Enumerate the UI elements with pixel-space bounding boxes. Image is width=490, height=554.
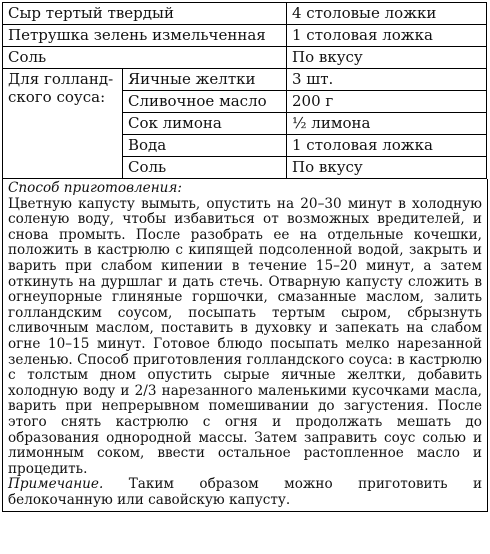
note-label: Примечание. xyxy=(8,476,104,493)
ingredient-name: Сыр тертый твердый xyxy=(3,3,287,25)
sauce-ingredient-name: Соль xyxy=(123,157,287,179)
ingredient-qty: 1 столовая ложка xyxy=(287,25,487,47)
method-section xyxy=(2,179,488,512)
table-row xyxy=(3,25,487,47)
method-heading: Способ приготовления: xyxy=(8,180,182,196)
sauce-label: Для голландского соуса: xyxy=(3,69,123,179)
sauce-ingredient-name: Яичные желтки xyxy=(123,69,287,91)
ingredients-table xyxy=(2,2,487,179)
table-row xyxy=(3,69,487,91)
table-row xyxy=(3,3,487,25)
ingredient-qty: 4 столовые ложки xyxy=(287,3,487,25)
ingredient-name: Петрушка зелень измельченная xyxy=(3,25,287,47)
sauce-ingredient-name: Вода xyxy=(123,135,287,157)
sauce-ingredient-qty: 3 шт. xyxy=(287,69,487,91)
sauce-ingredient-qty: ½ лимона xyxy=(287,113,487,135)
recipe-sheet xyxy=(2,2,488,512)
table-row xyxy=(3,47,487,69)
method-text: Цветную капусту вымыть, опустить на 20–30 минут в холодную соленую воду, чтобы избавиться от возможных вредителей, и снова промыть. После разобрать ее на отдельные кочешки, положить в кастрюлю с кипящей подсоленной водой, закрыть и варить при слабом кипении в течение 15–20 минут, а затем откинуть на дуршлаг и дать стечь. Отварную капусту сложить в огнеупорные глиняные горшочки, смазанные маслом, залить голландским соусом, посыпать тертым сыром, сбрызнуть сливочным маслом, поставить в духовку и запекать на слабом огне 10–15 минут. Готовое блюдо посыпать мелко нарезанной зеленью. Способ приготовления голландского соуса: в кастрюлю с толстым дном опустить сырые яичные желтки, добавить холодную воду и 2/3 нарезанного маленькими кусочками масла, варить при непрерывном помешивании до загустения. После этого снять кастрюлю с огня и продолжать мешать до образования однородной массы. Затем заправить соус солью и лимонным соком, ввести остальное растопленное масло и процедить. xyxy=(8,195,482,477)
ingredient-qty: По вкусу xyxy=(287,47,487,69)
sauce-ingredient-qty: 1 столовая ложка xyxy=(287,135,487,157)
ingredient-name: Соль xyxy=(3,47,287,69)
sauce-ingredient-name: Сливочное масло xyxy=(123,91,287,113)
note-text: Таким образом можно приготовить и белокочанную или савойскую капусту. xyxy=(8,476,483,508)
sauce-ingredient-qty: 200 г xyxy=(287,91,487,113)
sauce-ingredient-name: Сок лимона xyxy=(123,113,287,135)
method-note xyxy=(8,477,482,508)
sauce-ingredient-qty: По вкусу xyxy=(287,157,487,179)
